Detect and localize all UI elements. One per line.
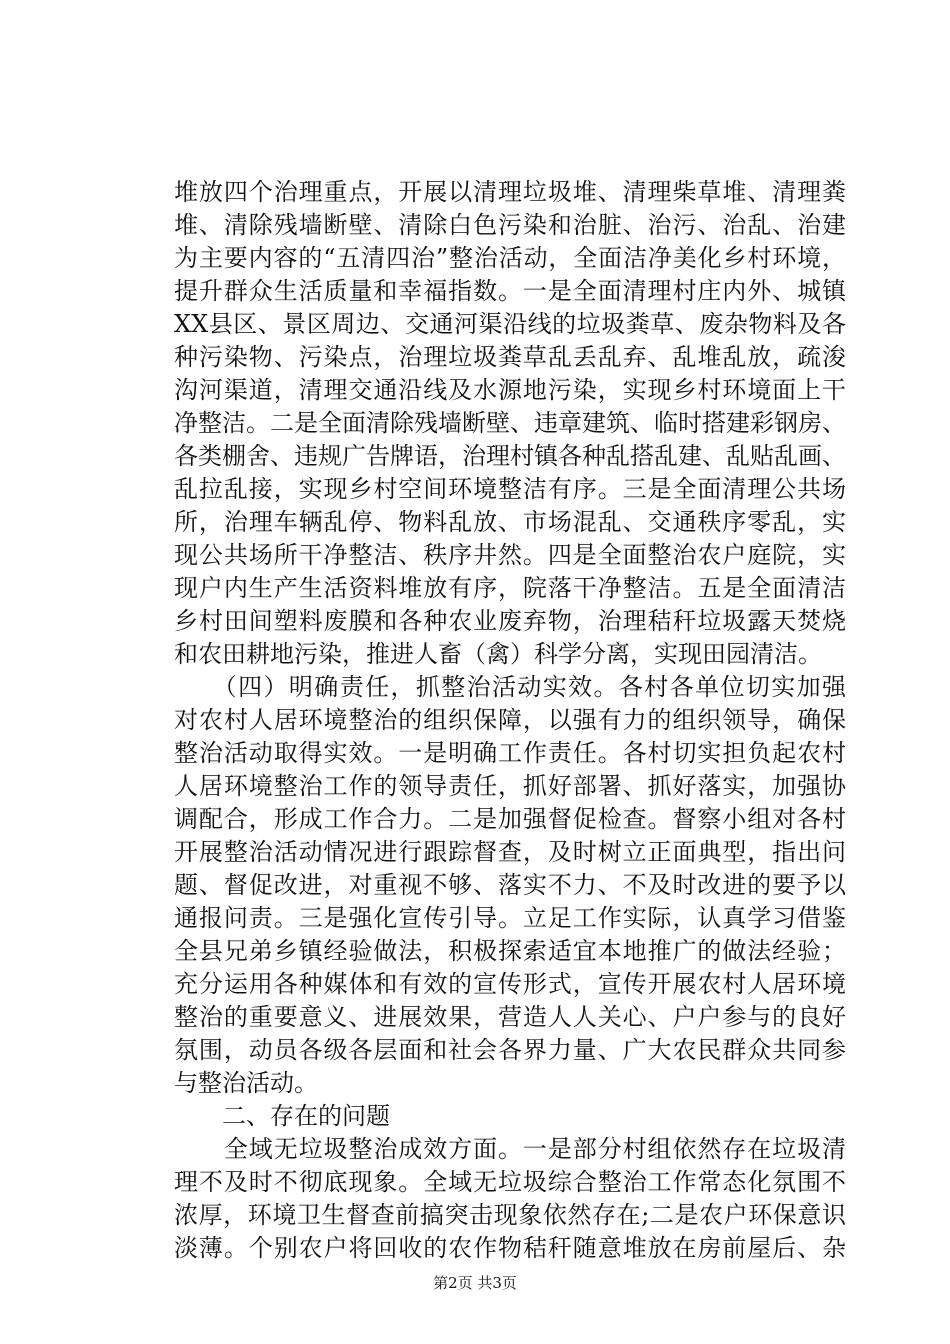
page-footer: 第2页 共3页 bbox=[433, 1274, 517, 1292]
text-line: （四）明确责任，抓整治活动实效。各村各单位切实加强 bbox=[174, 673, 846, 701]
text-line: 充分运用各种媒体和有效的宣传形式，宣传开展农村人居环境 bbox=[174, 970, 846, 998]
text-line: 对农村人居环境整治的组织保障，以强有力的组织领导，确保 bbox=[174, 706, 846, 734]
text-line: 整治活动取得实效。一是明确工作责任。各村切实担负起农村 bbox=[174, 739, 846, 767]
text-line: XX县区、景区周边、交通河渠沿线的垃圾粪草、废杂物料及各 bbox=[174, 310, 846, 338]
text-line: 沟河渠道，清理交通沿线及水源地污染，实现乡村环境面上干 bbox=[174, 376, 846, 404]
text-line: 乡村田间塑料废膜和各种农业废弃物，治理秸秆垃圾露天焚烧 bbox=[174, 607, 846, 635]
text-line: 乱拉乱接，实现乡村空间环境整洁有序。三是全面清理公共场 bbox=[174, 475, 846, 503]
text-line: 为主要内容的“五清四治”整治活动，全面洁净美化乡村环境， bbox=[174, 244, 846, 272]
text-line: 现公共场所干净整洁、秩序井然。四是全面整治农户庭院，实 bbox=[174, 541, 846, 569]
text-line: 与整治活动。 bbox=[174, 1069, 318, 1097]
text-line: 所，治理车辆乱停、物料乱放、市场混乱、交通秩序零乱，实 bbox=[174, 508, 846, 536]
text-line: 理不及时不彻底现象。全域无垃圾综合整治工作常态化氛围不 bbox=[174, 1168, 846, 1196]
text-line: 开展整治活动情况进行跟踪督查，及时树立正面典型，指出问 bbox=[174, 838, 846, 866]
text-line: 整治的重要意义、进展效果，营造人人关心、户户参与的良好 bbox=[174, 1003, 846, 1031]
body-text bbox=[174, 176, 846, 1265]
text-line: 全县兄弟乡镇经验做法，积极探索适宜本地推广的做法经验； bbox=[174, 937, 846, 965]
text-line: 种污染物、污染点，治理垃圾粪草乱丢乱弃、乱堆乱放，疏浚 bbox=[174, 343, 846, 371]
text-line: 全域无垃圾整治成效方面。一是部分村组依然存在垃圾清 bbox=[174, 1135, 846, 1163]
text-line: 浓厚，环境卫生督查前搞突击现象依然存在;二是农户环保意识 bbox=[174, 1201, 846, 1229]
text-line: 二、存在的问题 bbox=[174, 1102, 390, 1130]
text-line: 提升群众生活质量和幸福指数。一是全面清理村庄内外、城镇 bbox=[174, 277, 846, 305]
text-line: 和农田耕地污染，推进人畜（禽）科学分离，实现田园清洁。 bbox=[174, 640, 822, 668]
text-line: 题、督促改进，对重视不够、落实不力、不及时改进的要予以 bbox=[174, 871, 846, 899]
text-line: 人居环境整治工作的领导责任，抓好部署、抓好落实，加强协 bbox=[174, 772, 846, 800]
text-line: 各类棚舍、违规广告牌语，治理村镇各种乱搭乱建、乱贴乱画、 bbox=[174, 442, 846, 470]
text-line: 现户内生产生活资料堆放有序，院落干净整洁。五是全面清洁 bbox=[174, 574, 846, 602]
text-line: 淡薄。个别农户将回收的农作物秸秆随意堆放在房前屋后、杂 bbox=[174, 1234, 846, 1262]
text-line: 净整洁。二是全面清除残墙断壁、违章建筑、临时搭建彩钢房、 bbox=[174, 409, 846, 437]
text-line: 堆、清除残墙断壁、清除白色污染和治脏、治污、治乱、治建 bbox=[174, 211, 846, 239]
text-line: 堆放四个治理重点，开展以清理垃圾堆、清理柴草堆、清理粪 bbox=[174, 178, 846, 206]
text-line: 通报问责。三是强化宣传引导。立足工作实际，认真学习借鉴 bbox=[174, 904, 846, 932]
text-line: 调配合，形成工作合力。二是加强督促检查。督察小组对各村 bbox=[174, 805, 846, 833]
text-line: 氛围，动员各级各层面和社会各界力量、广大农民群众共同参 bbox=[174, 1036, 846, 1064]
